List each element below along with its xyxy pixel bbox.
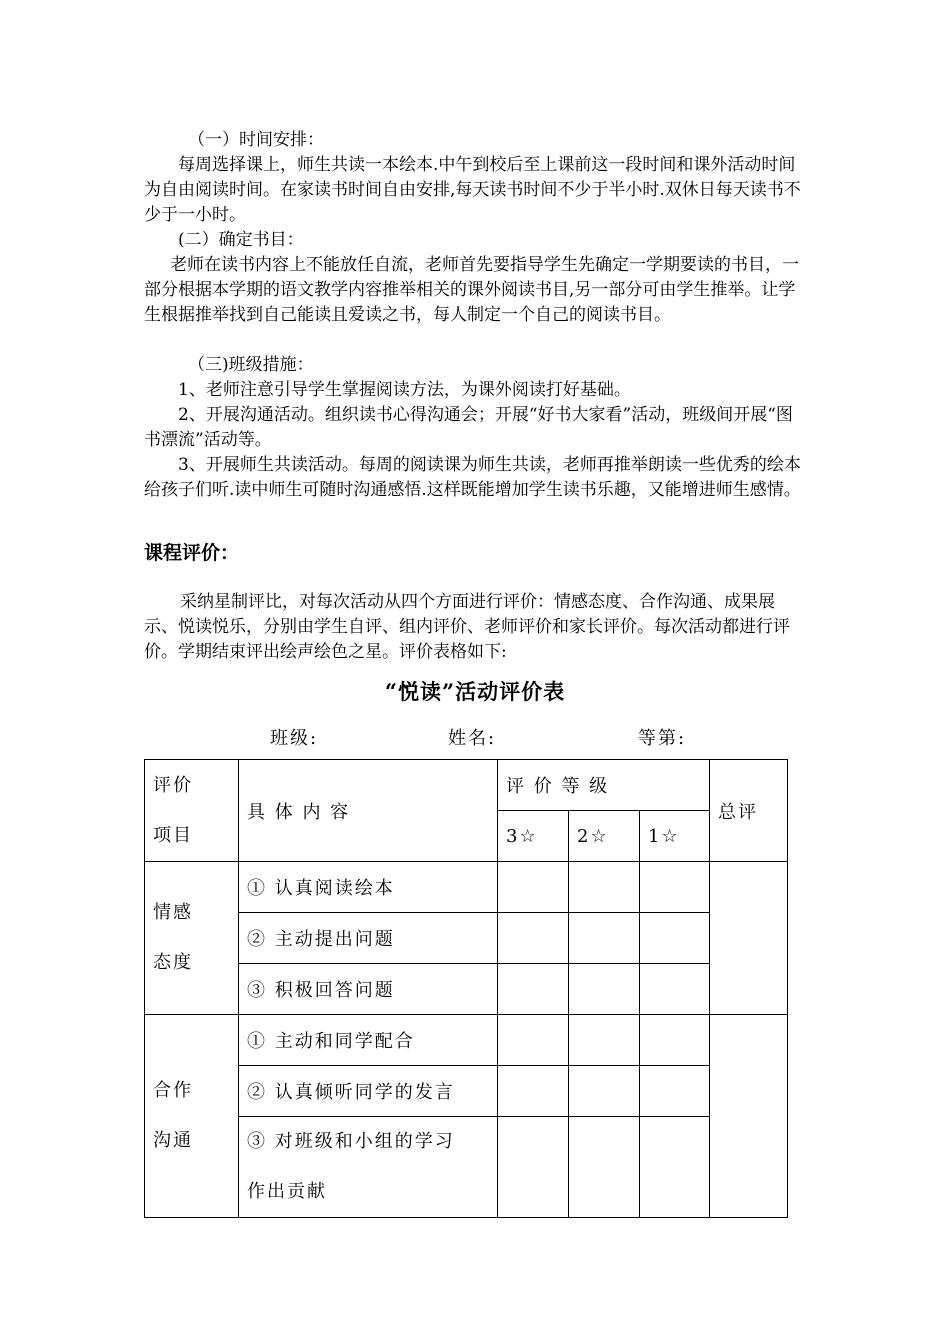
total-cell xyxy=(710,1015,788,1218)
col-total-header: 总评 xyxy=(710,760,788,862)
table-row xyxy=(145,964,788,1015)
measure-1: 1、老师注意引导学生掌握阅读方法，为课外阅读打好基础。 xyxy=(178,380,631,400)
criterion: ① 认真阅读绘本 xyxy=(239,862,498,913)
measure-2: 2、开展沟通活动。组织读书心得沟通会；开展“好书大家看”活动，班级间开展“图书漂流”活动等。 xyxy=(144,405,793,450)
evaluation-body: 采纳星制评比，对每次活动从四个方面进行评价：情感态度、合作沟通、成果展示、悦读悦乐，分别由学生自评、组内评价、老师评价和家长评价。每次活动都进行评价。学期结束评出绘声绘色之星。评价表格如下: xyxy=(144,592,790,662)
star2-header: 2☆ xyxy=(569,811,640,862)
star1-header: 1☆ xyxy=(640,811,710,862)
group-cooperation: 合作 沟通 xyxy=(145,1015,239,1218)
criterion: ② 主动提出问题 xyxy=(239,913,498,964)
table-row xyxy=(145,862,788,913)
group-emotion: 情感 态度 xyxy=(145,862,239,1015)
col-item-header: 评价 项目 xyxy=(145,760,239,862)
books-heading: (二）确定书目： xyxy=(178,230,304,250)
criterion: ② 认真倾听同学的发言 xyxy=(239,1066,498,1117)
table-row xyxy=(145,1066,788,1117)
grade-label: 等第: xyxy=(638,728,687,749)
class-label: 班级: xyxy=(270,728,319,749)
form-title: “悦读”活动评价表 xyxy=(384,679,566,704)
time-body: 每周选择课上，师生共读一本绘本.中午到校后至上课前这一段时间和课外活动时间为自由阅读时间。在家读书时间自由安排,每天读书时间不少于半小时.双休日每天读书不少于一小时。 xyxy=(144,155,801,225)
col-level-header: 评 价 等 级 xyxy=(498,760,710,811)
evaluation-table xyxy=(144,759,788,1218)
name-label: 姓名: xyxy=(448,728,497,749)
books-body: 老师在读书内容上不能放任自流，老师首先要指导学生先确定一学期要读的书目，一部分根据本学期的语文教学内容推举相关的课外阅读书目,另一部分可由学生推举。让学生根据推举找到自己能读且爱读之书，每人制定一个自己的阅读书目。 xyxy=(144,255,799,325)
table-row xyxy=(145,913,788,964)
table-row xyxy=(145,1015,788,1066)
criterion: ③ 积极回答问题 xyxy=(239,964,498,1015)
evaluation-heading: 课程评价： xyxy=(144,542,240,564)
measures-heading: （三)班级措施： xyxy=(188,355,314,375)
col-content-header: 具 体 内 容 xyxy=(239,760,498,862)
star3-header: 3☆ xyxy=(498,811,569,862)
criterion: ③ 对班级和小组的学习 作出贡献 xyxy=(239,1117,498,1218)
measure-3: 3、开展师生共读活动。每周的阅读课为师生共读，老师再推举朗读一些优秀的绘本给孩子们听.读中师生可随时沟通感悟.这样既能增加学生读书乐趣，又能增进师生感情。 xyxy=(144,455,801,500)
time-heading: （一）时间安排： xyxy=(188,130,324,150)
total-cell xyxy=(710,862,788,1015)
criterion: ① 主动和同学配合 xyxy=(239,1015,498,1066)
table-row xyxy=(145,1117,788,1218)
